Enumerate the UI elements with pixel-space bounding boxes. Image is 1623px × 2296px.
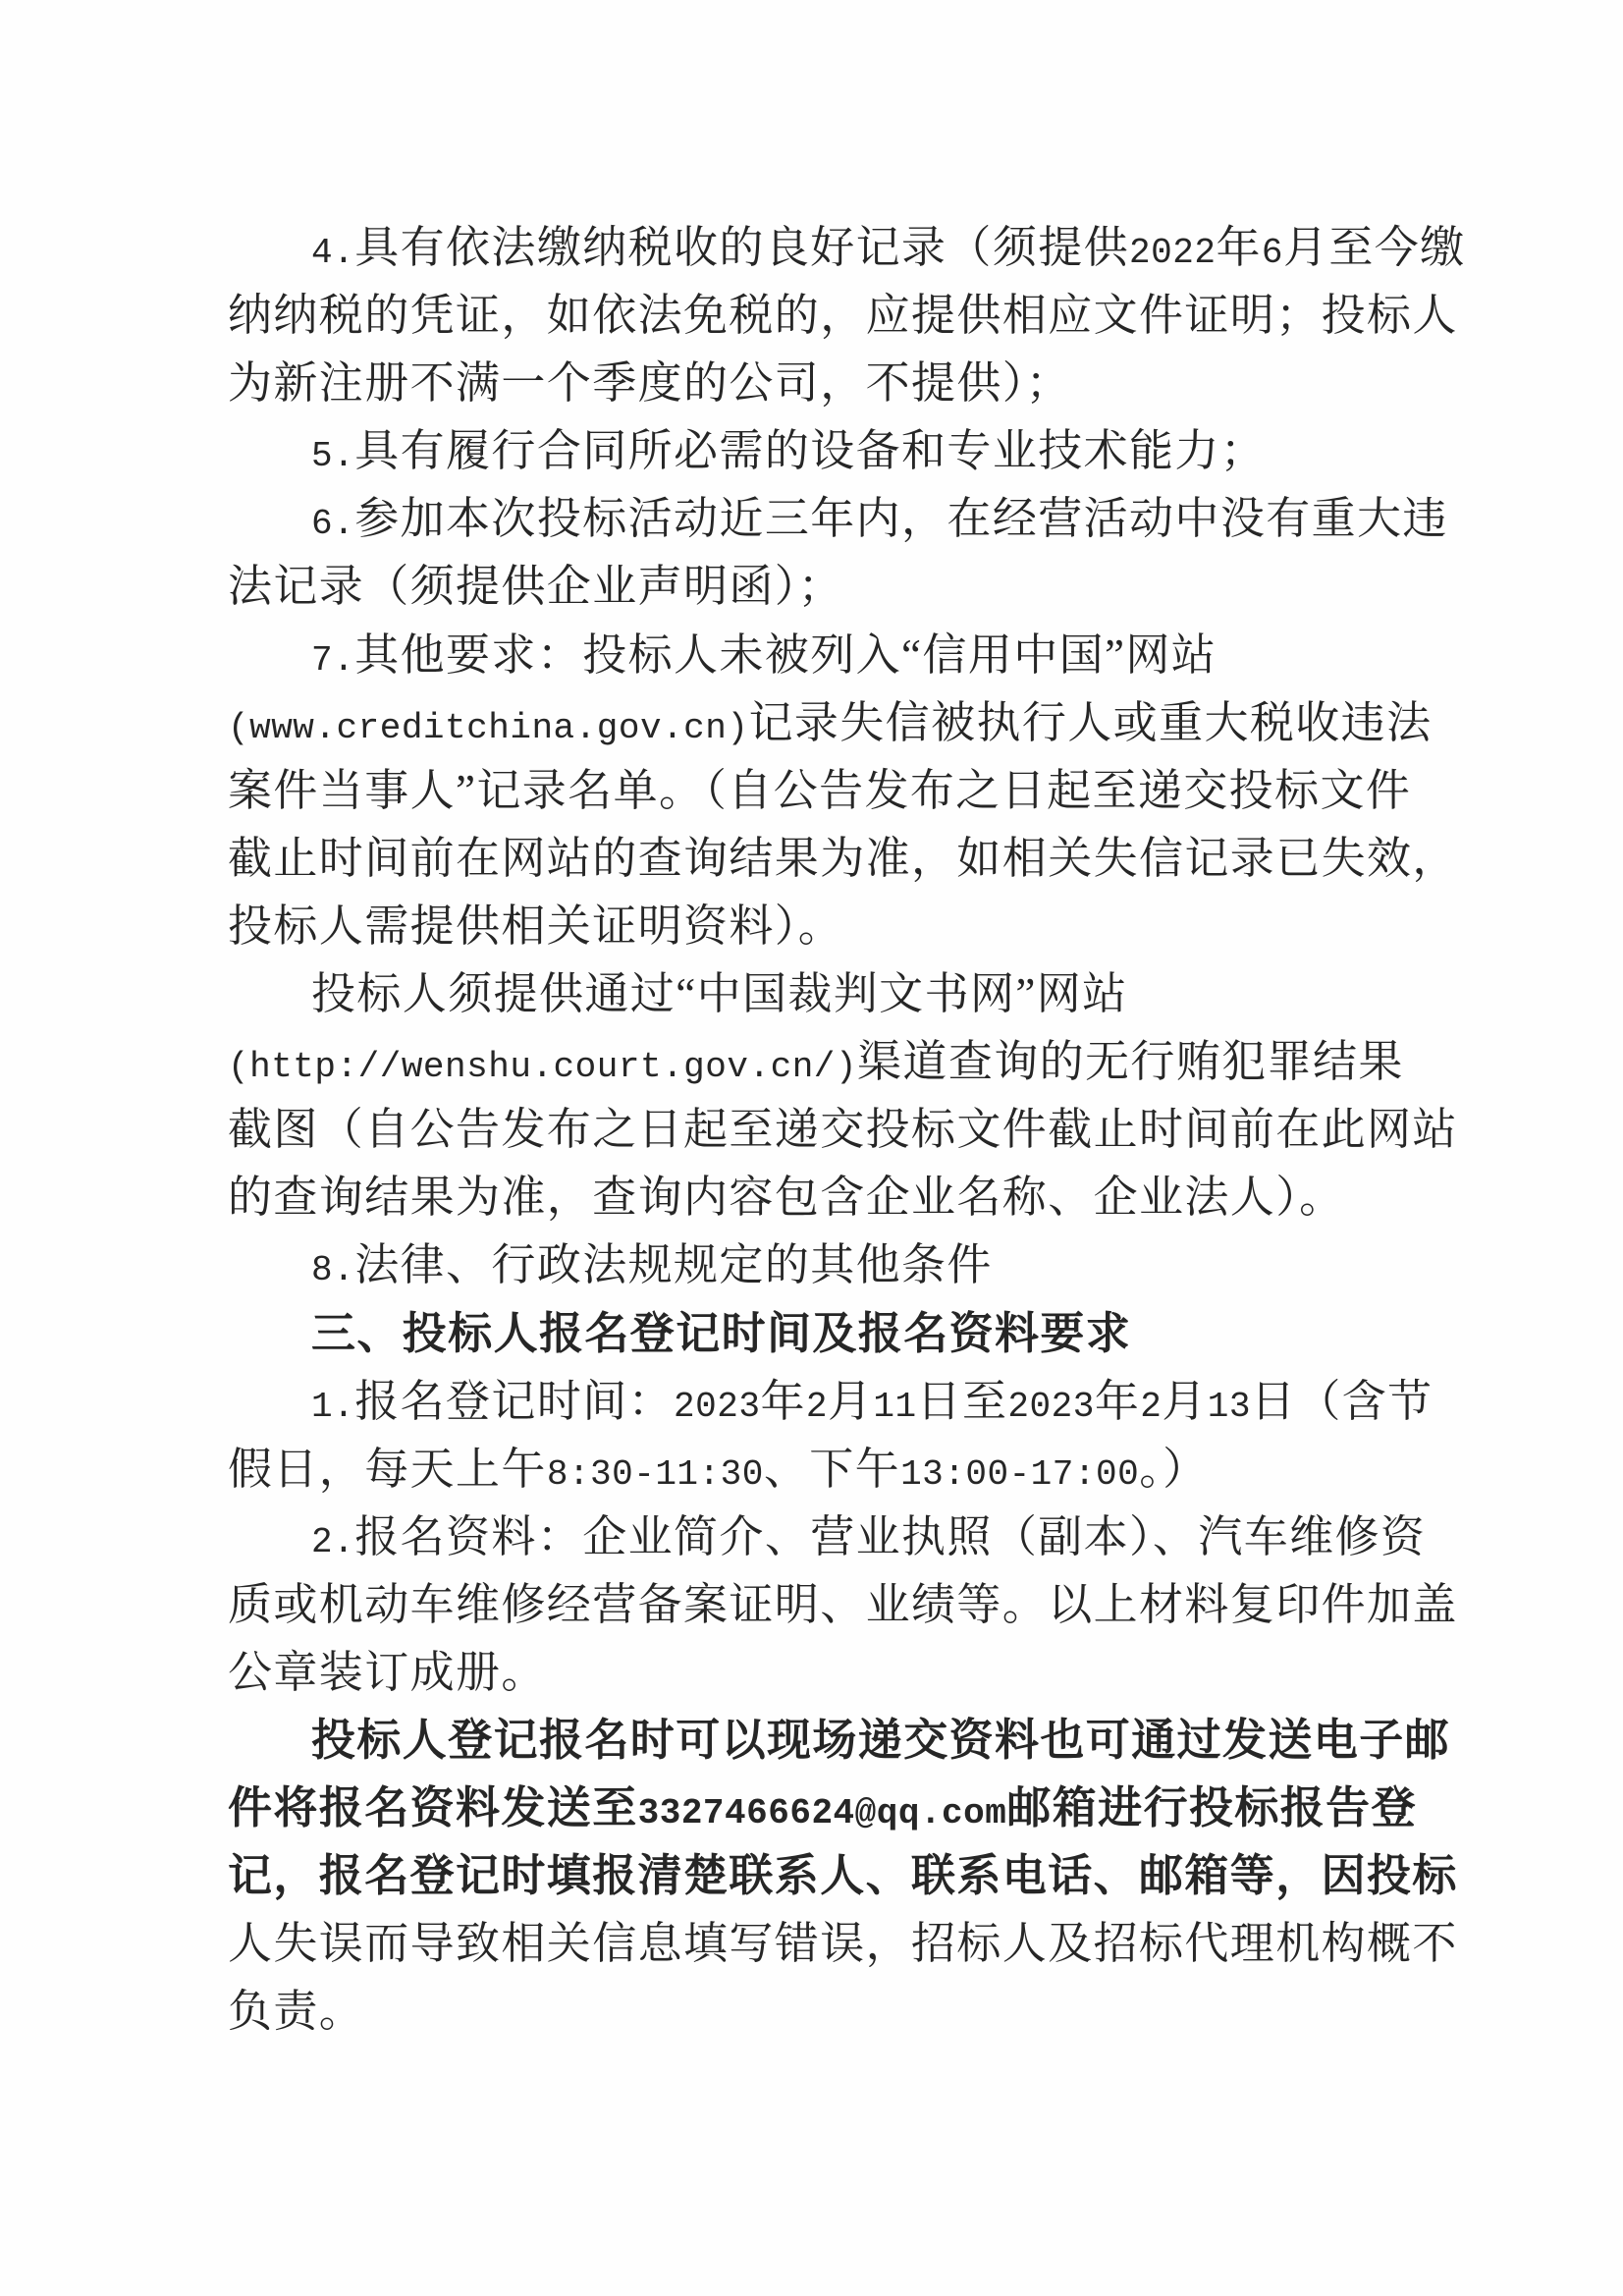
latin-run: 7. <box>311 639 355 681</box>
text-line-8: (www.creditchina.gov.cn)记录失信被执行人或重大税收违法 <box>228 697 1433 748</box>
text-line-4: 5.具有履行合同所必需的设备和专业技术能力； <box>311 426 1267 477</box>
text-line-16: 8.法律、行政法规规定的其他条件 <box>311 1240 993 1291</box>
latin-run: 2023 <box>1007 1386 1095 1427</box>
document-text-block <box>228 214 1466 2047</box>
latin-run: 8:30-11:30 <box>546 1453 764 1495</box>
latin-run: 4. <box>311 233 355 273</box>
latin-run: 5. <box>311 436 355 477</box>
text-line-18: 1.报名登记时间：2023年2月11日至2023年2月13日（含节 <box>311 1376 1434 1427</box>
latin-run: 13:00-17:00 <box>900 1453 1140 1495</box>
text-line-19: 假日，每天上午8:30-11:30、下午13:00-17:00。） <box>228 1444 1209 1495</box>
text-line-17: 三、投标人报名登记时间及报名资料要求 <box>311 1308 1132 1358</box>
text-line-14: 截图（自公告发布之日起至递交投标文件截止时间前在此网站 <box>228 1105 1458 1155</box>
latin-run: (www.creditchina.gov.cn) <box>228 707 749 748</box>
text-line-23: 投标人登记报名时可以现场递交资料也可通过发送电子邮 <box>311 1716 1451 1766</box>
latin-run: 13 <box>1207 1386 1251 1427</box>
text-line-21: 质或机动车维修经营备案证明、业绩等。以上材料复印件加盖 <box>228 1579 1458 1629</box>
latin-run: 8. <box>311 1250 355 1291</box>
latin-run: 6 <box>1261 233 1283 273</box>
text-line-27: 负责。 <box>228 1987 365 2037</box>
text-line-15: 的查询结果为准，查询内容包含企业名称、企业法人）。 <box>228 1173 1345 1223</box>
text-line-25: 记，报名登记时填报清楚联系人、联系电话、邮箱等，因投标 <box>228 1851 1458 1901</box>
text-line-1: 4.具有依法缴纳税收的良好记录（须提供2022年6月至今缴 <box>311 223 1466 273</box>
latin-run: 11 <box>873 1386 917 1427</box>
latin-run: 2 <box>1140 1386 1163 1427</box>
text-line-2: 纳纳税的凭证，如依法免税的，应提供相应文件证明；投标人 <box>228 291 1458 341</box>
text-line-6: 法记录（须提供企业声明函）； <box>228 562 844 612</box>
text-line-5: 6.参加本次投标活动近三年内，在经营活动中没有重大违 <box>311 494 1448 545</box>
latin-run: (http://wenshu.court.gov.cn/) <box>228 1047 858 1088</box>
latin-run: 2 <box>805 1386 828 1427</box>
text-line-26: 人失误而导致相关信息填写错误，招标人及招标代理机构概不 <box>228 1919 1458 1969</box>
text-line-11: 投标人需提供相关证明资料）。 <box>228 901 844 951</box>
latin-run: 6. <box>311 504 355 545</box>
latin-run: 2023 <box>674 1386 761 1427</box>
text-line-9: 案件当事人”记录名单。（自公告发布之日起至递交投标文件 <box>228 765 1412 815</box>
text-line-10: 截止时间前在网站的查询结果为准，如相关失信记录已失效， <box>228 833 1458 883</box>
latin-run: 1. <box>311 1386 355 1427</box>
text-line-3: 为新注册不满一个季度的公司，不提供）； <box>228 358 1072 409</box>
latin-run: 3327466624@qq.com <box>637 1793 1007 1834</box>
text-line-12: 投标人须提供通过“中国裁判文书网”网站 <box>311 969 1128 1019</box>
text-line-13: (http://wenshu.court.gov.cn/)渠道查询的无行贿犯罪结果 <box>228 1037 1404 1088</box>
text-line-7: 7.其他要求：投标人未被列入“信用中国”网站 <box>311 629 1217 681</box>
text-line-20: 2.报名资料：企业简介、营业执照（副本）、汽车维修资 <box>311 1511 1427 1562</box>
text-line-24: 件将报名资料发送至3327466624@qq.com邮箱进行投标报告登 <box>228 1783 1417 1834</box>
latin-run: 2022 <box>1129 233 1217 273</box>
latin-run: 2. <box>311 1521 355 1562</box>
text-line-22: 公章装订成册。 <box>228 1647 547 1697</box>
